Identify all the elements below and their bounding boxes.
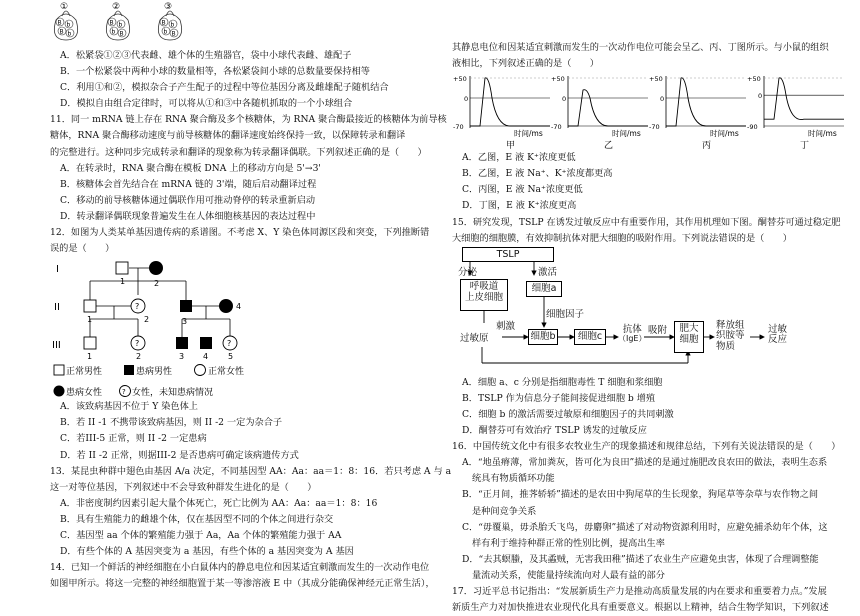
- legend-male-normal-icon: [54, 365, 64, 375]
- membrane-potential-graphs: [452, 72, 837, 152]
- q15-option-c: C．细胞 b 的激活需要过敏原和细胞因子的共同刺激: [462, 408, 674, 420]
- q17-stem-line: 新质生产力对加快推进农业现代化具有重要意义。根据以上精神，结合生物学知识，下列叙述: [452, 602, 829, 614]
- q14-option-a: A．乙图，E 液 K⁺浓度更低: [462, 152, 576, 164]
- pedigree-number: 1: [87, 315, 93, 325]
- bag-number: ①: [60, 2, 69, 12]
- graph-y-bottom-label: -70: [551, 123, 562, 132]
- graph-y-zero-label: 0: [758, 92, 763, 101]
- ball-label: b: [170, 21, 175, 29]
- reaction-line: 过敏: [768, 323, 788, 335]
- action-potential-curve: [764, 78, 844, 120]
- q12-stem-line: 12．如图为人类某单基因遗传病的系谱图。不考虑 X、Y 染色体同源区段和突变，下列推断错: [50, 227, 430, 239]
- cytokine-label: 细胞因子: [546, 308, 585, 320]
- graph-y-top-label: +50: [551, 75, 565, 84]
- ball-label: b: [163, 28, 168, 36]
- q13-option-c: C．基因型 aa 个体的繁殖能力强于 Aa，Aa 个体的繁殖能力强于 AA: [60, 529, 342, 541]
- q11-stem-line: 糖体，RNA 聚合酶移动速度与前导核糖体的翻译速度始终保持一致，以保障转录和翻译: [50, 130, 406, 142]
- graph-y-bottom-label: -70: [649, 123, 660, 132]
- pedigree-male-normal: [116, 262, 128, 274]
- q16-option-d-line: D．“去其螟螣，及其蟊贼，无害我田稚”描述了农业生产应避免虫害，体现了合理调整能: [462, 553, 819, 565]
- graph-x-label: 时间/ms: [612, 129, 641, 139]
- q16-option-b-line: B．“正月间，推荠轿轿”描述的是农田中狗尾草的生长现象，狗尾草等杂草与农作物之间: [462, 489, 819, 501]
- graph-y-zero-label: 0: [660, 95, 665, 104]
- pedigree-unknown-mark: ?: [135, 302, 140, 312]
- q14-option-d: D．丁图，E 液 K⁺浓度更高: [462, 200, 577, 212]
- mast-cell-line: 肥大: [679, 322, 699, 334]
- stimulate-label: 刺激: [496, 320, 516, 332]
- q14-option-c: C．丙图，E 液 Na⁺浓度更低: [462, 184, 583, 196]
- bag-number: ②: [112, 2, 121, 12]
- cell-a-box: 细胞a: [526, 281, 562, 297]
- q14-stem-line: 其静息电位和因某适宜刺激而发生的一次动作电位可能会呈乙、丙、丁图所示。与小鼠的组织: [452, 42, 829, 53]
- q15-stem-line: 15．研究发现，TSLP 在诱发过敏反应中有重要作用，其作用机理如下图。酮替芬可通过稳定肥: [452, 216, 841, 228]
- left-column: [50, 0, 452, 592]
- tslp-mechanism-diagram: [452, 247, 827, 375]
- ball-label: b: [118, 21, 123, 29]
- pedigree-female-affected: [219, 299, 233, 313]
- q10-option-c: C．利用①和②，模拟杂合子产生配子的过程中等位基因分离及雌雄配子随机结合: [60, 82, 389, 94]
- q14-stem-line: 14．已知一个鲜活的神经细胞在小白鼠体内的静息电位和因某适宜刺激而发生的一次动作电位: [50, 562, 430, 574]
- antibody-label: [618, 325, 647, 344]
- legend-label: 女性，未知患病情况: [132, 388, 214, 399]
- graph-panel-label: 甲: [506, 141, 516, 152]
- q10-option-b: B．一个松紧袋中两种小球的数量相等，各松紧袋间小球的总数量要保持相等: [60, 66, 370, 78]
- pedigree-number: 4: [236, 302, 242, 312]
- graph-panel-label: 乙: [604, 141, 614, 152]
- antibody-text: 抗体: [622, 323, 642, 335]
- q15-stem-line: 大细胞的细胞膜，有效抑制抗体对肥大细胞的吸附作用。下列说法错误的是（ ）: [452, 232, 792, 244]
- q12-option-c: C．若III-5 正常，则 II -2 一定患病: [60, 433, 207, 445]
- q11-option-c: C．移动的前导核糖体通过偶联作用可推动脊停的转录重新启动: [60, 194, 316, 206]
- q12-stem-line: 误的是（ ）: [50, 243, 115, 255]
- airway-epithelial-line: 呼吸道: [469, 280, 499, 292]
- ige-text: （IgE）: [618, 334, 647, 344]
- q15-option-b: B．TSLP 作为信息分子能间接促进细胞 b 增殖: [462, 392, 656, 404]
- activate-label: 激活: [538, 266, 558, 278]
- q13-stem-line: 13．某昆虫种群中翅色由基因 A/a 决定，不同基因型 AA：Aa：aa＝1：8：16．若只考虑 A 与 a: [50, 465, 452, 477]
- q10-option-a: A．松紧袋①②③代表雌、雄个体的生殖器官，袋中小球代表雌、雄配子: [60, 50, 352, 61]
- q16-option-c-line: 样有利于维持种群正常的性别比例，提高出生率: [472, 537, 665, 549]
- ball-label: B: [119, 30, 124, 38]
- ball-label: B: [59, 28, 64, 36]
- q14-stem-line: 如图甲所示。将这一完整的神经细胞置于某一等渗溶液 E 中（其成分能确保神经元正常生活），: [50, 578, 435, 590]
- q14-option-b: B．乙图，E 液 Na⁺、K⁺浓度都更高: [462, 168, 613, 180]
- legend-label: 患病男性: [136, 367, 173, 378]
- allergen-label: 过敏原: [460, 332, 489, 344]
- ball-label: b: [111, 28, 116, 36]
- mast-cell-line: 细胞: [679, 333, 699, 345]
- release-histamine-label: [716, 321, 745, 352]
- graph-y-zero-label: 0: [562, 95, 567, 104]
- q15-option-d: D．酮替芬可有效治疗 TSLP 诱发的过敏反应: [462, 425, 647, 437]
- ball-label: B: [171, 30, 176, 38]
- q16-option-c-line: C．“毋覆巢，毋杀胎夭飞鸟，毋麝卵”描述了对动物资源利用时，应避免捕杀幼年个体，这: [462, 521, 828, 533]
- ball-label: b: [67, 30, 72, 38]
- q10-option-d: D．模拟自由组合定律时，可以将从①和③中各随机抓取的一个小球组合: [60, 98, 353, 110]
- pedigree-male-affected: [200, 337, 212, 349]
- ball-label: B: [161, 19, 166, 27]
- graph-y-bottom-label: -90: [747, 123, 758, 132]
- q11-option-b: B．核糖体会首先结合在 mRNA 链的 3'端，随后启动翻译过程: [60, 178, 317, 190]
- pedigree-unknown-mark: ?: [135, 339, 140, 349]
- pedigree-female-affected: [149, 261, 163, 275]
- q16-option-a-line: A．“地虽瘠薄，常加粪灰，皆可化为良田”描述的是通过施肥改良农田的做法，表明生态系: [462, 457, 828, 469]
- graph-x-label: 时间/ms: [710, 129, 739, 139]
- legend-label: 正常女性: [208, 367, 245, 378]
- question-17: [452, 584, 827, 616]
- graph-x-label: 时间/ms: [514, 129, 543, 139]
- adsorb-label: 吸附: [648, 324, 668, 336]
- q13-option-a: A．非密度制约因素引起大量个体死亡，死亡比例为 AA：Aa：aa＝1：8：16: [60, 497, 378, 509]
- q11-stem-line: 11．同一 mRNA 链上存在 RNA 聚合酶及多个核糖体，为 RNA 聚合酶最接近的核糖体为前导核: [50, 114, 447, 126]
- pedigree-chart: [50, 257, 290, 383]
- airway-epithelial-line: 上皮细胞: [464, 291, 503, 303]
- cell-c-box: 细胞c: [574, 329, 606, 345]
- release-line: 物质: [716, 340, 736, 352]
- cell-b-box: 细胞b: [528, 329, 558, 345]
- question-16: [452, 439, 841, 584]
- graph-y-top-label: +50: [649, 75, 663, 84]
- release-line: 释放组: [716, 319, 745, 331]
- q13-option-b: B．具有生殖能力的雌雄个体，仅在基因型不同的个体之间进行杂交: [60, 513, 334, 525]
- ball-label: B: [57, 19, 62, 27]
- legend-female-normal-icon: [195, 365, 206, 376]
- graph-y-top-label: +50: [747, 75, 761, 84]
- pedigree-male-affected: [180, 300, 192, 312]
- pedigree-unknown-mark: ?: [227, 339, 232, 349]
- pedigree-male-normal: [84, 337, 96, 349]
- question-12: [50, 225, 430, 464]
- mast-cell-box: [674, 321, 704, 353]
- graph-panel-label: 丙: [702, 141, 712, 152]
- q13-option-d: D．有些个体的 A 基因突变为 a 基因，有些个体的 a 基因突变为 A 基因: [60, 546, 354, 558]
- generation-label: II: [54, 302, 60, 314]
- secrete-label: 分泌: [458, 266, 478, 278]
- q14-stem-line: 液相比，下列叙述正确的是（ ）: [452, 58, 599, 70]
- generation-label: I: [56, 264, 59, 276]
- pedigree-legend-row-2: [50, 383, 290, 399]
- question-15: [452, 215, 841, 440]
- legend-female-affected-icon: [54, 386, 65, 397]
- action-potential-curve: [666, 78, 746, 126]
- generation-label: III: [52, 340, 61, 352]
- pedigree-number: 2: [136, 352, 142, 362]
- q16-option-d-line: 量流动关系，使能量持续流向对人最有益的部分: [472, 569, 665, 581]
- legend-label: 患病女性: [66, 388, 103, 399]
- q16-option-a-line: 统具有物质循环功能: [472, 473, 555, 485]
- question-13: [50, 464, 452, 561]
- pedigree-number: 5: [228, 352, 234, 362]
- pedigree-number: 2: [154, 279, 160, 289]
- bags-illustration: [50, 0, 210, 46]
- q15-option-a: A．细胞 a、c 分别是指细胞毒性 T 细胞和浆细胞: [462, 376, 663, 388]
- pedigree-male-normal: [84, 300, 96, 312]
- q12-option-a: A．该致病基因不位于 Y 染色体上: [60, 401, 198, 413]
- pedigree-number: 2: [144, 315, 150, 325]
- release-line: 织胺等: [716, 330, 745, 342]
- action-potential-curve: [568, 90, 648, 126]
- graph-panel-label: 丁: [800, 141, 810, 152]
- legend-label: 正常男性: [66, 367, 103, 378]
- tslp-box: TSLP: [462, 247, 554, 262]
- pedigree-male-affected: [176, 337, 188, 349]
- ball-label: b: [66, 21, 71, 29]
- q16-stem-line: 16．中国传统文化中有很多农牧业生产的现象描述和规律总结，下列有关说法错误的是（ ）: [452, 441, 841, 453]
- ball-label: B: [109, 19, 114, 27]
- action-potential-curve: [470, 78, 550, 126]
- q11-stem-line: 的完整进行。这种同步完成转录和翻译的现象称为转录翻译偶联。下列叙述正确的是（ ）: [50, 146, 427, 158]
- q11-option-d: D．转录翻译偶联现象普遍发生在人体细胞核基因的表达过程中: [60, 210, 316, 222]
- pedigree-number: 1: [87, 352, 93, 362]
- graph-y-bottom-label: -70: [453, 123, 464, 132]
- q13-stem-line: 这一对等位基因，下列叙述中不会导致种群发生进化的是（ ）: [50, 481, 317, 493]
- graph-y-zero-label: 0: [464, 95, 469, 104]
- question-11: [50, 112, 447, 225]
- airway-epithelial-cell-box: [460, 279, 508, 311]
- q12-option-b: B．若 II -1 不携带该致病基因，则 II -2 一定为杂合子: [60, 417, 283, 429]
- q11-option-a: A．在转录时，RNA 聚合酶在模板 DNA 上的移动方向是 5'→3': [60, 162, 321, 174]
- right-column: [452, 0, 841, 616]
- pedigree-number: 3: [179, 352, 185, 362]
- reaction-line: 反应: [768, 334, 788, 346]
- pedigree-number: 1: [120, 277, 126, 287]
- pedigree-unknown-mark: ?: [122, 388, 126, 397]
- q12-option-d: D．若 II -2 正常，则据III-2 是否患病可确定该病遗传方式: [60, 449, 299, 461]
- pedigree-number: 3: [182, 317, 188, 327]
- flow-arrows: [452, 247, 827, 375]
- graph-x-label: 时间/ms: [808, 129, 837, 139]
- graph-y-top-label: +50: [453, 75, 467, 84]
- bag-number: ③: [164, 2, 173, 12]
- allergic-reaction-label: [768, 325, 787, 346]
- pedigree-number: 4: [203, 352, 209, 362]
- q17-stem-line: 17．习近平总书记指出：“发展新质生产力是推动高质量发展的内在要求和重要着力点。”发展: [452, 585, 827, 597]
- question-14: [50, 560, 435, 592]
- legend-male-affected-icon: [124, 365, 134, 375]
- q16-option-b-line: 是种间竞争关系: [472, 505, 537, 517]
